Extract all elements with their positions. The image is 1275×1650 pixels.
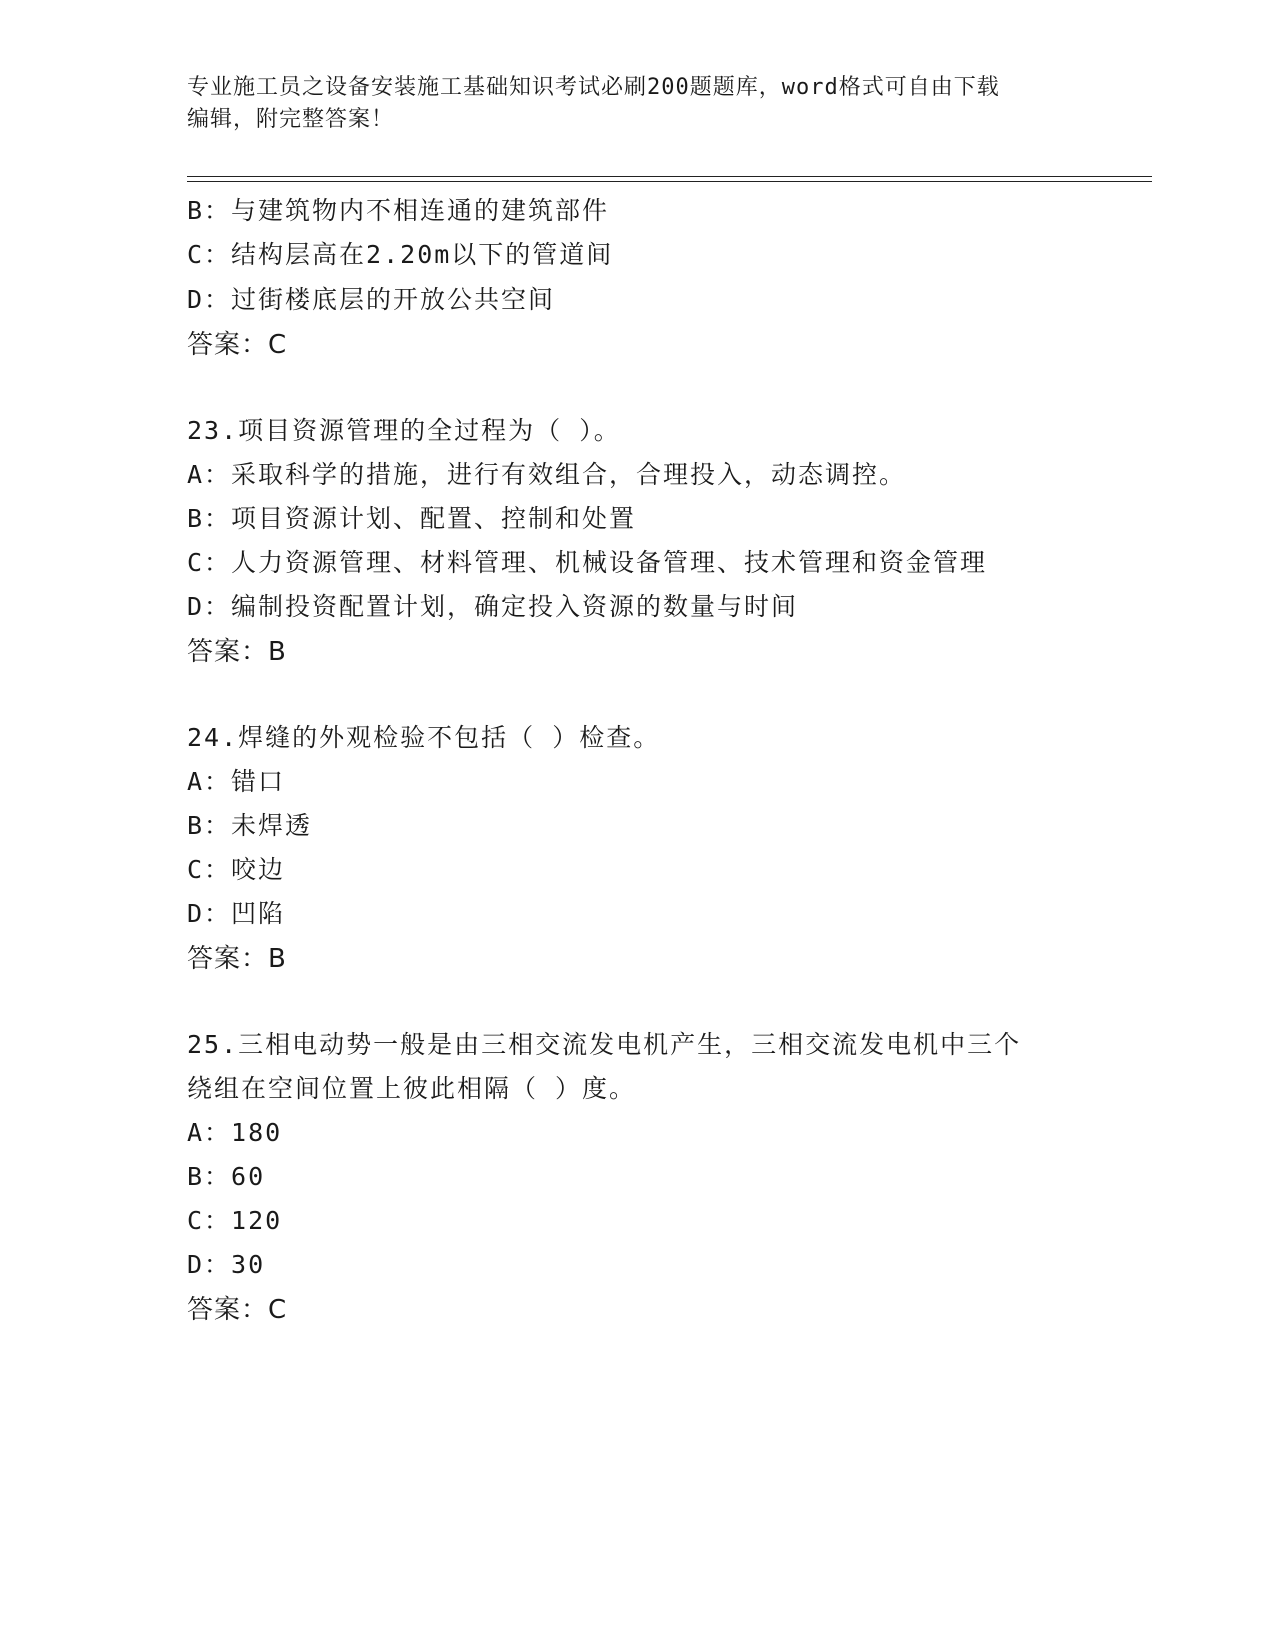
header-line-2: 编辑，附完整答案！ <box>187 107 395 132</box>
q25-option-b: B：60 <box>187 1162 266 1191</box>
header-divider-bottom <box>187 181 1152 182</box>
q23-option-c: C：人力资源管理、材料管理、机械设备管理、技术管理和资金管理 <box>187 548 988 577</box>
document-header <box>187 72 1067 136</box>
q24-option-b: B：未焊透 <box>187 811 313 840</box>
q25-answer: 答案：C <box>187 1295 288 1325</box>
q25-option-c: C：120 <box>187 1206 283 1235</box>
header-line-1: 专业施工员之设备安装施工基础知识考试必刷200题题库，word格式可自由下载 <box>187 75 1000 100</box>
q24-option-d: D：凹陷 <box>187 899 286 928</box>
q23-option-d: D：编制投资配置计划，确定投入资源的数量与时间 <box>187 592 799 621</box>
q25-stem-line-2: 绕组在空间位置上彼此相隔（ ）度。 <box>187 1074 637 1103</box>
q24-stem: 24.焊缝的外观检验不包括（ ）检查。 <box>187 723 661 752</box>
q23-stem: 23.项目资源管理的全过程为（ ）。 <box>187 416 621 445</box>
header-divider-top <box>187 176 1152 177</box>
q23-option-b: B：项目资源计划、配置、控制和处置 <box>187 504 637 533</box>
q23-answer: 答案：B <box>187 637 287 667</box>
prev-option-c: C：结构层高在2.20m以下的管道间 <box>187 240 614 269</box>
q25-option-a: A：180 <box>187 1118 283 1147</box>
q24-option-a: A：错口 <box>187 767 286 796</box>
prev-answer: 答案：C <box>187 330 288 360</box>
q25-option-d: D：30 <box>187 1250 266 1279</box>
q23-option-a: A：采取科学的措施，进行有效组合，合理投入，动态调控。 <box>187 460 907 489</box>
q24-option-c: C：咬边 <box>187 855 286 884</box>
q24-answer: 答案：B <box>187 944 287 974</box>
prev-option-d: D：过街楼底层的开放公共空间 <box>187 285 556 314</box>
q25-stem-line-1: 25.三相电动势一般是由三相交流发电机产生，三相交流发电机中三个 <box>187 1030 1022 1059</box>
prev-option-b: B：与建筑物内不相连通的建筑部件 <box>187 196 610 225</box>
